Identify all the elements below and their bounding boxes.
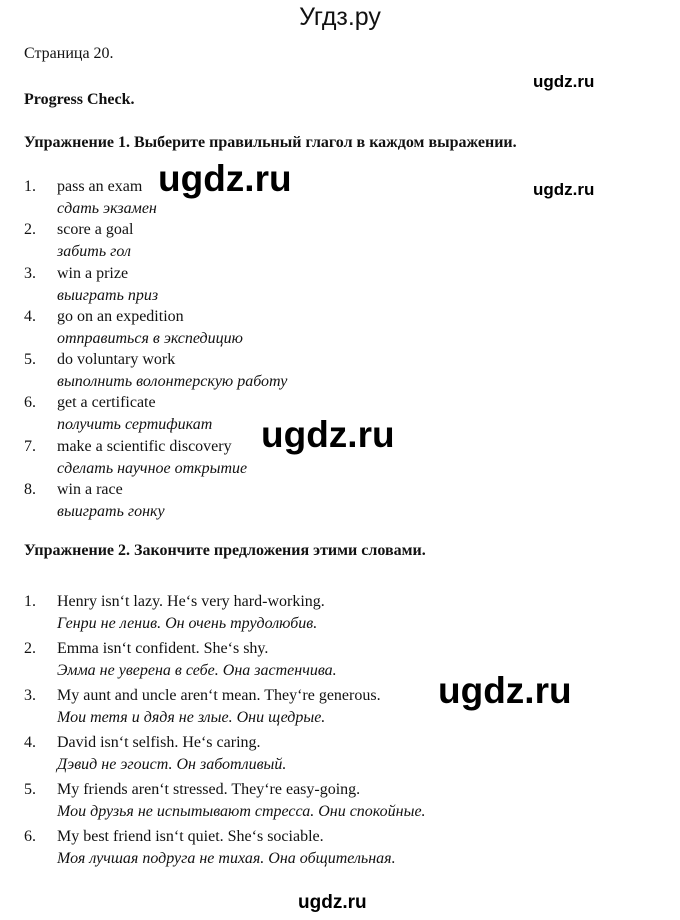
- watermark: ugdz.ru: [261, 414, 395, 455]
- russian-translation: Мои тетя и дядя не злые. Они щедрые.: [57, 709, 326, 726]
- watermark: ugdz.ru: [533, 72, 595, 91]
- list-item: [24, 392, 287, 435]
- russian-translation: выполнить волонтерскую работу: [57, 373, 288, 391]
- english-phrase: do voluntary work: [57, 351, 176, 369]
- watermark: ugdz.ru: [158, 158, 292, 199]
- item-number: 1.: [24, 178, 36, 195]
- list-item: [24, 638, 426, 685]
- list-item: [24, 219, 287, 262]
- exercise2-list: [24, 591, 426, 873]
- item-number: 5.: [24, 781, 36, 798]
- item-number: 4.: [24, 307, 36, 325]
- item-number: 3.: [24, 264, 36, 282]
- list-item: [24, 306, 287, 349]
- english-phrase: make a scientific discovery: [57, 437, 232, 455]
- russian-translation: отправиться в экспедицию: [57, 329, 243, 347]
- list-item: [24, 826, 426, 873]
- section-heading: Progress Check.: [24, 91, 135, 108]
- list-item: [24, 779, 426, 826]
- site-title: Угдз.ру: [299, 3, 381, 31]
- list-item: [24, 263, 287, 306]
- english-phrase: pass an exam: [57, 178, 143, 195]
- russian-translation: Мои друзья не испытывают стресса. Они спокойные.: [57, 803, 426, 820]
- list-item: [24, 479, 287, 522]
- english-sentence: Emma isn‘t confident. She‘s shy.: [57, 640, 269, 657]
- english-phrase: win a race: [57, 481, 123, 499]
- exercise2-heading: Упражнение 2. Закончите предложения этими словами.: [24, 542, 426, 559]
- english-phrase: get a certificate: [57, 394, 156, 412]
- item-number: 7.: [24, 437, 36, 455]
- list-item: [24, 436, 287, 479]
- watermark: ugdz.ru: [438, 670, 572, 711]
- list-item: [24, 349, 287, 392]
- russian-translation: выиграть приз: [57, 286, 159, 304]
- exercise1-heading: Упражнение 1. Выберите правильный глагол в каждом выражении.: [24, 134, 517, 151]
- item-number: 1.: [24, 593, 36, 610]
- page-number: Страница 20.: [24, 45, 114, 62]
- list-item: [24, 685, 426, 732]
- russian-translation: Генри не ленив. Он очень трудолюбив.: [57, 615, 318, 632]
- russian-translation: выиграть гонку: [57, 503, 165, 521]
- item-number: 4.: [24, 734, 36, 751]
- english-sentence: Henry isn‘t lazy. He‘s very hard-working.: [57, 593, 325, 610]
- item-number: 3.: [24, 687, 36, 704]
- russian-translation: сделать научное открытие: [57, 459, 248, 477]
- english-sentence: David isn‘t selfish. He‘s caring.: [57, 734, 261, 751]
- list-item: [24, 591, 426, 638]
- item-number: 8.: [24, 481, 36, 499]
- watermark: ugdz.ru: [533, 180, 595, 199]
- item-number: 2.: [24, 221, 36, 239]
- list-item: [24, 732, 426, 779]
- item-number: 5.: [24, 351, 36, 369]
- exercise1-list: [24, 176, 287, 522]
- russian-translation: Моя лучшая подруга не тихая. Она общительная.: [57, 850, 396, 867]
- russian-translation: сдать экзамен: [57, 200, 157, 217]
- item-number: 2.: [24, 640, 36, 657]
- english-sentence: My best friend isn‘t quiet. She‘s sociable.: [57, 828, 324, 845]
- english-sentence: My aunt and uncle aren‘t mean. They‘re generous.: [57, 687, 381, 704]
- russian-translation: получить сертификат: [57, 416, 213, 434]
- item-number: 6.: [24, 394, 36, 412]
- russian-translation: Дэвид не эгоист. Он заботливый.: [57, 756, 287, 773]
- english-phrase: go on an expedition: [57, 307, 184, 325]
- english-phrase: win a prize: [57, 264, 129, 282]
- english-sentence: My friends aren‘t stressed. They‘re easy-going.: [57, 781, 361, 798]
- russian-translation: Эмма не уверена в себе. Она застенчива.: [57, 662, 337, 679]
- item-number: 6.: [24, 828, 36, 845]
- watermark: ugdz.ru: [298, 892, 367, 913]
- russian-translation: забить гол: [57, 243, 131, 261]
- english-phrase: score a goal: [57, 221, 134, 239]
